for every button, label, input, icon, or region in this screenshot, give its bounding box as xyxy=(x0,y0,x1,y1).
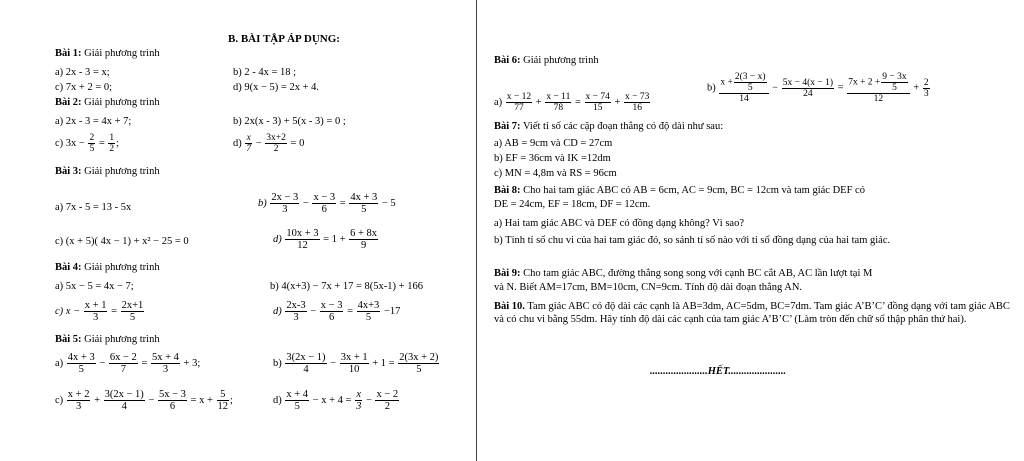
section-title: B. BÀI TẬP ÁP DỤNG: xyxy=(228,33,340,45)
bai7-c: c) MN = 4,8m và RS = 96cm xyxy=(494,168,617,179)
bai2-a: a) 2x - 3 = 4x + 7; xyxy=(55,116,132,127)
bai2-title: Bài 2: Giải phương trình xyxy=(55,97,160,108)
bai1-title: Bài 1: Giải phương trình xyxy=(55,48,160,59)
bai1-d: d) 9(x − 5) = 2x + 4. xyxy=(233,82,320,93)
bai6-title: Bài 6: Giải phương trình xyxy=(494,55,599,66)
bai6-a: a) $\frac{x - 12}{77}$ + $\frac{x - 11}{78}$ = $\frac{x - 74}{15}$ + $\frac{x - 73}{16}$ xyxy=(494,92,650,113)
bai2-d: d) $\frac{x}{7}$ − $\frac{3x+2}{2}$ = 0 xyxy=(233,133,305,154)
bai9-title: Bài 9: Cho tam giác ABC, đường thẳng song song với cạnh BC cắt AB, AC lần lượt tại M xyxy=(494,268,873,279)
bai3-title: Bài 3: Giải phương trình xyxy=(55,166,160,177)
bai5-b: b) $\frac{3(2x - 1)}{4}$ − $\frac{3x + 1}{10}$ + 1 = $\frac{2(3x + 2)}{5}$ xyxy=(273,352,439,375)
bai3-b: b) $\frac{2x - 3}{3}$ − $\frac{x - 3}{6}$ = $\frac{4x + 3}{5}$ − 5 xyxy=(258,192,396,215)
bai6-b: b) x + $\frac{2(3 - x)}{5}$ 14 − $\frac{5x - 4(x - 1)}{24}$ = 7x + 2 + $\frac{9 - 3x}{5}$ 12 + $\frac{2}{3}$ xyxy=(707,72,929,104)
bai5-c: c) $\frac{x + 2}{3}$ + $\frac{3(2x - 1)}{4}$ − $\frac{5x - 3}{6}$ = x + $\frac{5}{12}$ ; xyxy=(55,389,233,412)
bai4-a: a) 5x − 5 = 4x − 7; xyxy=(55,281,134,292)
bai7-b: b) EF = 36cm và IK =12dm xyxy=(494,153,611,164)
bai3-d: d) $\frac{10x + 3}{12}$ = 1 + $\frac{6 + 8x}{9}$ xyxy=(273,228,378,251)
left-column xyxy=(0,0,476,461)
bai10: Bài 10. Tam giác ABC có độ dài các cạnh là AB=3dm, AC=5dm, BC=7dm. Tam giác A’B’C’ đồng dạng với tam giác ABC và có chu vi bằng 55dm. Hãy tính độ dài các cạnh của tam giác A’B’C’ (Làm tròn đến chữ số thập phân thứ hai). xyxy=(494,301,1010,325)
bai3-a: a) 7x - 5 = 13 - 5x xyxy=(55,202,132,213)
bai3-c: c) (x + 5)( 4x − 1) + x² − 25 = 0 xyxy=(55,236,189,247)
bai8-title: Bài 8: Cho hai tam giác ABC có AB = 6cm, AC = 9cm, BC = 12cm và tam giác DEF có xyxy=(494,185,865,196)
bai5-d: d) $\frac{x + 4}{5}$ − x + 4 = $\frac{x}{3}$ − $\frac{x - 2}{2}$ xyxy=(273,389,399,412)
bai5-a: a) $\frac{4x + 3}{5}$ − $\frac{6x - 2}{7}$ = $\frac{5x + 4}{3}$ + 3; xyxy=(55,352,201,375)
bai2-b: b) 2x(x - 3) + 5(x - 3) = 0 ; xyxy=(233,116,346,127)
bai1-a: a) 2x - 3 = x; xyxy=(55,67,110,78)
bai1-b: b) 2 - 4x = 18 ; xyxy=(233,67,297,78)
bai4-title: Bài 4: Giải phương trình xyxy=(55,262,160,273)
bai8-b: b) Tính tỉ số chu vi của hai tam giác đó, so sánh tỉ số nào với tỉ số đồng dạng của hai tam giác. xyxy=(494,235,891,246)
bai7-title: Bài 7: Viết tỉ số các cặp đoạn thẳng có độ dài như sau: xyxy=(494,121,724,132)
bai4-c: c) x − $\frac{x + 1}{3}$ = $\frac{2x+1}{5}$ xyxy=(55,300,144,323)
right-column xyxy=(478,0,1024,461)
bai2-c: c) 3x − $\frac{2}{5}$ = $\frac{1}{2}$ ; xyxy=(55,133,120,154)
bai8-a: a) Hai tam giác ABC và DEF có đồng dạng không? Vì sao? xyxy=(494,218,745,229)
end-mark: ......................HẾT...................... xyxy=(650,366,787,377)
column-divider xyxy=(476,0,477,461)
bai1-c: c) 7x + 2 = 0; xyxy=(55,82,113,93)
bai8-line2: DE = 24cm, EF = 18cm, DF = 12cm. xyxy=(494,199,651,210)
bai5-title: Bài 5: Giải phương trình xyxy=(55,334,160,345)
bai4-b: b) 4(x+3) − 7x + 17 = 8(5x-1) + 166 xyxy=(270,281,423,292)
bai9-line2: và N. Biết AM=17cm, BM=10cm, CN=9cm. Tính độ dài đoạn thẳng AN. xyxy=(494,282,803,293)
bai7-a: a) AB = 9cm và CD = 27cm xyxy=(494,138,613,149)
bai4-d: d) $\frac{2x-3}{3}$ − $\frac{x - 3}{6}$ = $\frac{4x+3}{5}$ −17 xyxy=(273,300,401,323)
